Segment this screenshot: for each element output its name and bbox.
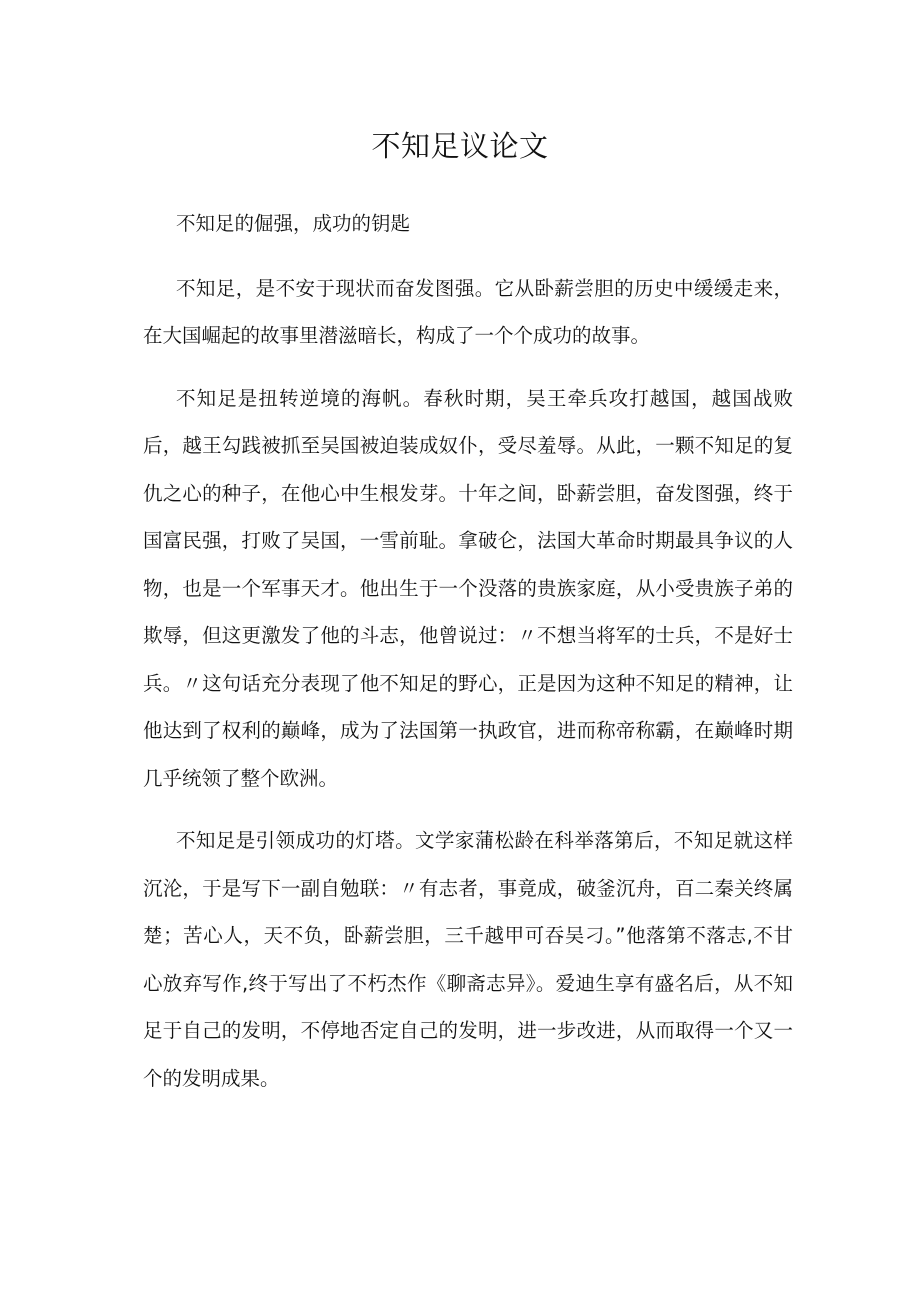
document-title: 不知足议论文 [371, 129, 549, 163]
paragraph-lighthouse: 不知足是引领成功的灯塔。文学家蒲松龄在科举落第后，不知足就这样沉沦，于是写下一副自勉联：〃有志者，事竟成，破釜沉舟，百二秦关终属楚；苦心人，天不负，卧薪尝胆，三千越甲可吞吴刁。”他落第不落志,不甘心放弃写作,终于写出了不朽杰作《聊斋志异》。爱迪生享有盛名后，从不知足于自己的发明，不停地否定自己的发明，进一步改进，从而取得一个又一个的发明成果。 [143, 829, 793, 1090]
essay-subtitle: 不知足的倔强，成功的钥匙 [176, 212, 411, 235]
paragraph-intro: 不知足，是不安于现状而奋发图强。它从卧薪尝胆的历史中缓缓走来，在大国崛起的故事里潜滋暗长，构成了一个个成功的故事。 [143, 276, 793, 347]
paragraph-sail: 不知足是扭转逆境的海帆。春秋时期，吴王牵兵攻打越国，越国战败后，越王勾践被抓至吴国被迫装成奴仆，受尽羞辱。从此，一颗不知足的复仇之心的种子，在他心中生根发芽。十年之间，卧薪尝胆，奋发图强，终于国富民强，打败了吴国，一雪前耻。拿破仑，法国大革命时期最具争议的人物，也是一个军事天才。他出生于一个没落的贵族家庭，从小受贵族子弟的欺辱，但这更激发了他的斗志，他曾说过：〃不想当将军的士兵，不是好士兵。〃这句话充分表现了他不知足的野心，正是因为这种不知足的精神，让他达到了权利的巅峰，成为了法国第一执政官，进而称帝称霸，在巅峰时期几乎统领了整个欧洲。 [143, 386, 793, 790]
document-body [143, 200, 793, 1102]
